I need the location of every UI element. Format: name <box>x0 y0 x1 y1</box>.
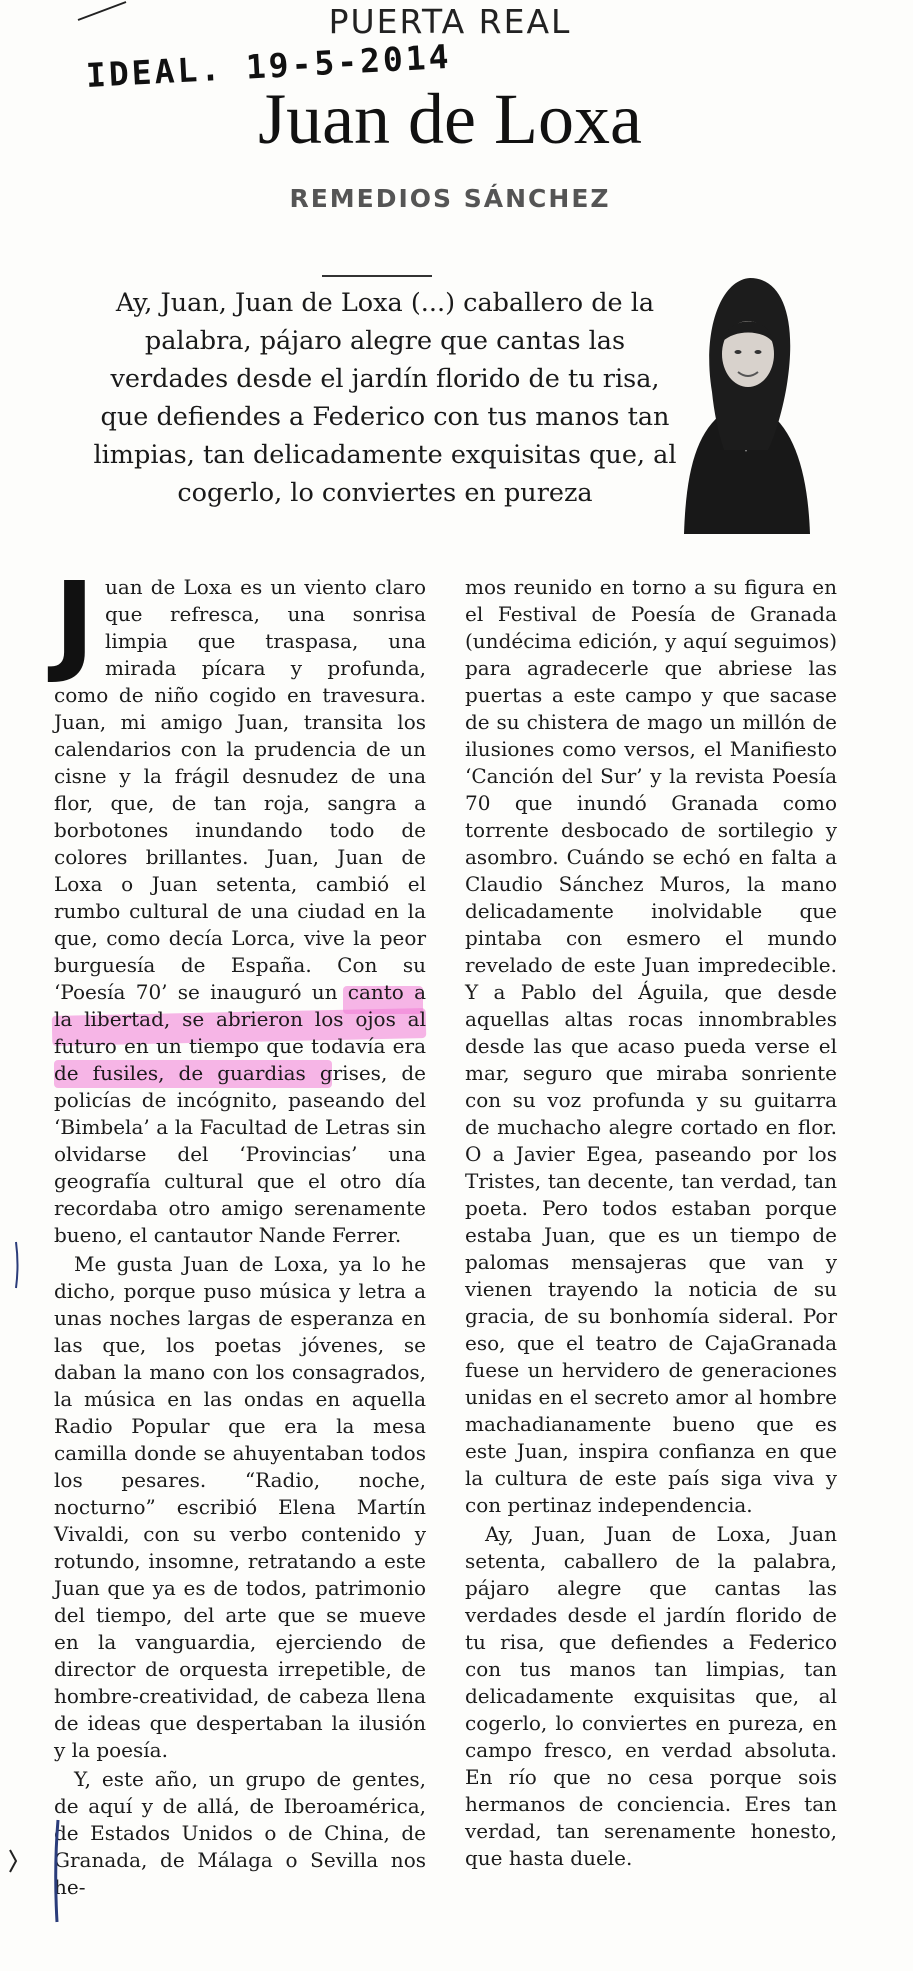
pen-mark <box>6 1848 20 1874</box>
paragraph: mos reunido en torno a su figura en el Festival de Poesía de Granada (undécima edición, y aquí seguimos) para agradecerle que abriese las puertas a este campo y que sacase de su chistera de mago un millón de ilusiones como versos, el Manifiesto ‘Canción del Sur’ y la revista Poesía 70 que inundó Granada como torrente desbocado de sortilegio y asombro. Cuándo se echó en falta a Claudio Sánchez Muros, la mano delicadamente inolvidable que pintaba con esmero el mundo revelado de este Juan impredecible. Y a Pablo del Águila, que desde aquellas altas rocas innombrables desde las que acaso pueda verse el mar, seguro que miraba sonriente con su voz profunda y su guitarra de muchacho alegre cortado en flor. O a Javier Egea, paseando por los Tristes, tan decente, tan verdad, tan poeta. Pero todos estaban porque estaba Juan, que es un tiempo de palomas mensajeras que van y vienen trayendo la noticia de su gracia, de su bonhomía sideral. Por eso, que el teatro de CajaGranada fuese un hervidero de generaciones unidas en el secreto amor al hombre machadianamente bueno que es este Juan, inspira confianza en que la cultura de este país siga viva y con pertinaz independencia. <box>465 575 837 1517</box>
paragraph: Y, este año, un grupo de gentes, de aquí y de allá, de Iberoamérica, de Estados Unidos o de China, de Granada, de Málaga o Sevilla nos he- <box>54 1767 426 1899</box>
author-portrait <box>676 272 816 534</box>
pull-quote: Ay, Juan, Juan de Loxa (...) caballero de la palabra, pájaro alegre que cantas las verdades desde el jardín florido de tu risa, que defiendes a Federico con tus manos tan limpias, tan delicadamente exquisitas que, al cogerlo, lo conviertes en pureza <box>93 288 677 508</box>
pen-mark <box>10 1240 24 1290</box>
divider-rule <box>322 275 432 277</box>
author-byline: REMEDIOS SÁNCHEZ <box>289 184 611 213</box>
section-heading: PUERTA REAL <box>328 2 572 41</box>
handwritten-date-note: IDEAL. 19-5-2014 <box>84 36 453 95</box>
paragraph: Me gusta Juan de Loxa, ya lo he dicho, porque puso música y letra a unas noches largas de esperanza en las que, los poetas jóvenes, se daban la mano con los consagrados, la música en las ondas en aquella Radio Popular que era la mesa camilla donde se ahuyentaban todos los pesares. “Radio, noche, nocturno” escribió Elena Martín Vivaldi, con su verbo contenido y rotundo, insomne, retratando a este Juan que ya es de todos, patrimonio del tiempo, del arte que se mueve en la vanguardia, ejerciendo de director de orquesta irrepetible, de hombre-creatividad, de cabeza llena de ideas que despertaban la ilusión y la poesía. <box>54 1252 426 1762</box>
paragraph <box>54 558 426 1249</box>
pen-mark <box>48 1818 66 1924</box>
article-title: Juan de Loxa <box>258 79 642 159</box>
paragraph: Ay, Juan, Juan de Loxa, Juan setenta, caballero de la palabra, pájaro alegre que cantas las verdades desde el jardín florido de tu risa, que defiendes a Federico con tus manos tan limpias, tan delicadamente exquisitas que, al cogerlo, lo conviertes en pureza, en campo fresco, en verdad absoluta. En río que no cesa porque sois hermanos de conciencia. Eres tan verdad, tan serenamente honesto, que hasta duele. <box>465 1522 837 1870</box>
article-column-left <box>54 558 426 1901</box>
pen-mark <box>74 0 134 24</box>
drop-cap: J <box>54 558 95 686</box>
article-column-right <box>465 574 837 1872</box>
paragraph-text: uan de Loxa es un viento claro que refresca, una sonrisa limpia que traspasa, una mirada pícara y profunda, como de niño cogido en travesura. Juan, mi amigo Juan, transita los calendarios con la prudencia de un cisne y la frágil desnudez de una flor, que, de tan roja, sangra a borbotones inundando todo de colores brillantes. Juan, Juan de Loxa o Juan setenta, cambió el rumbo cultural de una ciudad en la que, como decía Lorca, vive la peor burguesía de España. Con su ‘Poesía 70’ se inauguró un canto a la libertad, se abrieron los ojos al futuro en un tiempo que todavía era de fusiles, de guardias grises, de policías de incógnito, paseando del ‘Bimbela’ a la Facultad de Letras sin olvidarse del ‘Provincias’ una geografía cultural que el otro día recordaba otro amigo serenamente bueno, el cantautor Nande Ferrer. <box>54 575 426 1247</box>
